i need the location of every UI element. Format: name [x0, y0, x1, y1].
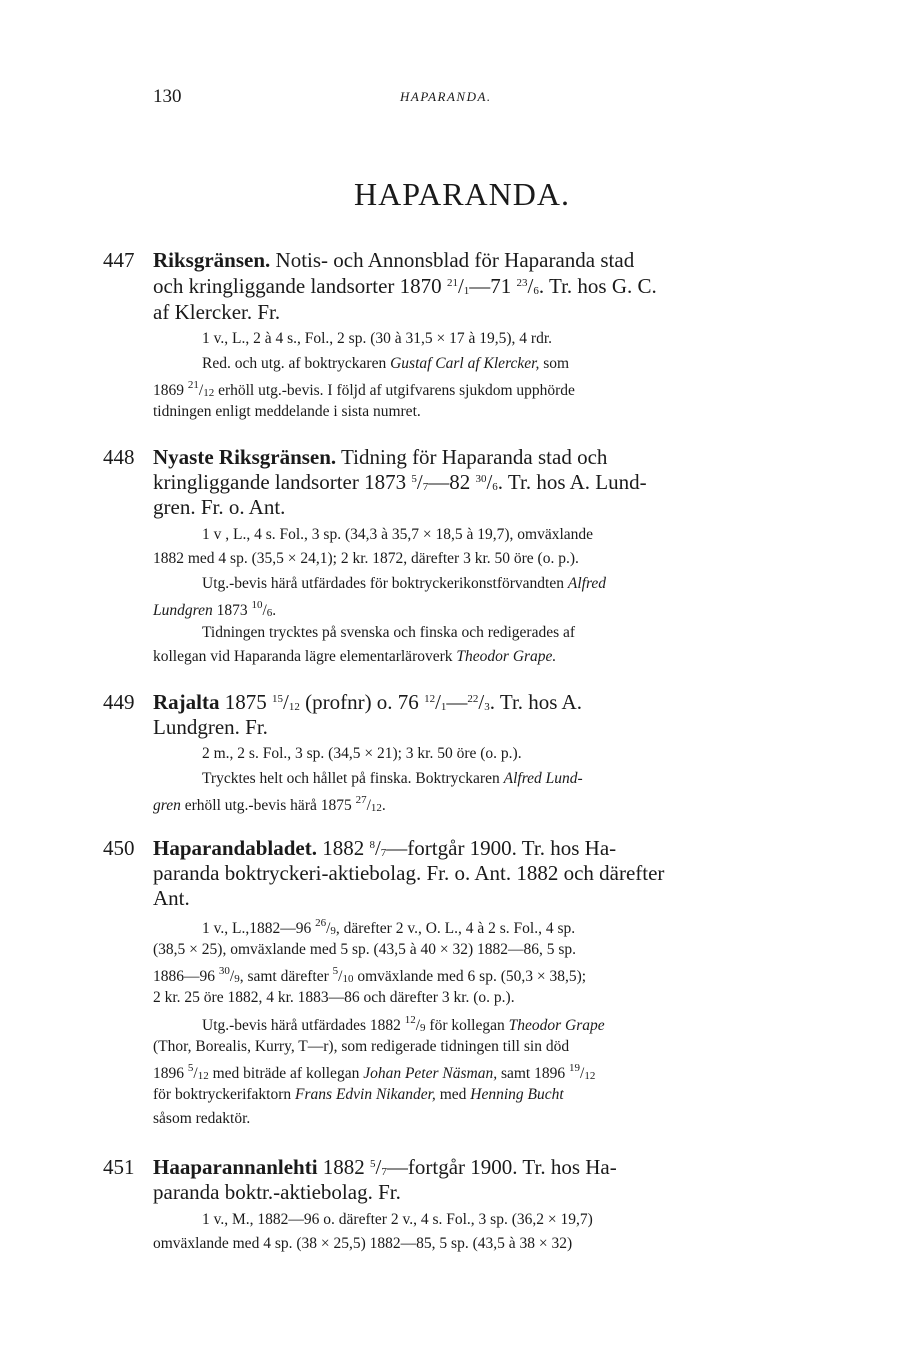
entry-name: Haparandabladet.: [153, 836, 317, 860]
entry-line: paranda boktryckeri-aktiebolag. Fr. o. Ant. 1882 och därefter: [153, 861, 665, 885]
entry-number: 448: [103, 445, 135, 469]
entry-line: kringliggande landsorter 1873 $^5$/7—82 $^{30}$/6. Tr. hos A. Lund-: [153, 470, 647, 494]
entry-detail: såsom redaktör.: [153, 1110, 251, 1127]
entry-line: Lundgren. Fr.: [153, 715, 268, 739]
entry-detail: omväxlande med 4 sp. (38 × 25,5) 1882—85, 5 sp. (43,5 à 38 × 32): [153, 1235, 573, 1252]
page-title: HAPARANDA.: [354, 176, 570, 212]
entry-detail: 1 v., L., 2 à 4 s., Fol., 2 sp. (30 à 31,5 × 17 à 19,5), 4 rdr.: [202, 330, 552, 347]
entry-detail: 1886—96 $^{30}$/9, samt därefter $^5$/10 omväxlande med 6 sp. (50,3 × 38,5);: [153, 965, 587, 985]
entry-detail: 1 v., L.,1882—96 $^{26}$/9, därefter 2 v., O. L., 4 à 2 s. Fol., 4 sp.: [202, 917, 576, 937]
page-header: [0, 86, 924, 110]
entry-detail: (38,5 × 25), omväxlande med 5 sp. (43,5 à 40 × 32) 1882—86, 5 sp.: [153, 941, 577, 958]
entry-detail: 1882 med 4 sp. (35,5 × 24,1); 2 kr. 1872, därefter 3 kr. 50 öre (o. p.).: [153, 550, 579, 567]
entry-name: Haaparannanlehti: [153, 1155, 318, 1179]
page-number: 130: [153, 86, 182, 107]
entry-detail: 2 kr. 25 öre 1882, 4 kr. 1883—86 och därefter 3 kr. (o. p.).: [153, 989, 515, 1006]
entry-number: 449: [103, 690, 135, 714]
entry-line: Riksgränsen. Notis- och Annonsblad för Haparanda stad: [153, 248, 635, 272]
entry-line: Rajalta 1875 $^{15}$/12 (profnr) o. 76 $^{12}$/1—$^{22}$/3. Tr. hos A.: [153, 690, 582, 714]
entry-detail: 1 v , L., 4 s. Fol., 3 sp. (34,3 à 35,7 × 18,5 à 19,7), omväxlande: [202, 526, 594, 543]
entry-detail: 1 v., M., 1882—96 o. därefter 2 v., 4 s. Fol., 3 sp. (36,2 × 19,7): [202, 1211, 593, 1228]
entry-line: Ant.: [153, 886, 190, 910]
entry-detail: för boktryckerifaktorn Frans Edvin Nikander, med Henning Bucht: [153, 1086, 564, 1103]
entry-name: Rajalta: [153, 690, 220, 714]
entry-detail: 1869 $^{21}$/12 erhöll utg.-bevis. I följd af utgifvarens sjukdom upphörde: [153, 379, 575, 399]
entry-number: 451: [103, 1155, 135, 1179]
entry-detail: gren erhöll utg.-bevis härå 1875 $^{27}$/12.: [153, 794, 386, 814]
entry-name: Riksgränsen.: [153, 248, 271, 272]
entry-line: af Klercker. Fr.: [153, 300, 281, 324]
entry-line: Nyaste Riksgränsen. Tidning för Haparanda stad och: [153, 445, 608, 469]
entry-detail: (Thor, Borealis, Kurry, T—r), som redigerade tidningen till sin död: [153, 1038, 570, 1055]
entry-line: och kringliggande landsorter 1870 $^{21}$/1—71 $^{23}$/6. Tr. hos G. C.: [153, 274, 657, 298]
entry-detail: Trycktes helt och hållet på finska. Boktryckaren Alfred Lund-: [202, 770, 583, 787]
entry-detail: Red. och utg. af boktryckaren Gustaf Carl af Klercker, som: [202, 355, 570, 372]
entry-detail: Utg.-bevis härå utfärdades för boktryckerikonstförvandten Alfred: [202, 575, 607, 592]
entry-detail: Utg.-bevis härå utfärdades 1882 $^{12}$/9 för kollegan Theodor Grape: [202, 1014, 605, 1034]
entry-detail: tidningen enligt meddelande i sista numret.: [153, 403, 421, 420]
entry-line: paranda boktr.-aktiebolag. Fr.: [153, 1180, 401, 1204]
entry-name: Nyaste Riksgränsen.: [153, 445, 337, 469]
entry-detail: Lundgren 1873 $^{10}$/6.: [153, 599, 277, 619]
entry-number: 447: [103, 248, 135, 272]
entry-line: gren. Fr. o. Ant.: [153, 495, 286, 519]
entry-line: Haparandabladet. 1882 $^8$/7—fortgår 1900. Tr. hos Ha-: [153, 836, 617, 860]
entry-detail: kollegan vid Haparanda lägre elementarläroverk Theodor Grape.: [153, 648, 557, 665]
entry-line: Haaparannanlehti 1882 $^5$/7—fortgår 1900. Tr. hos Ha-: [153, 1155, 617, 1179]
entry-detail: Tidningen trycktes på svenska och finska och redigerades af: [202, 624, 576, 641]
running-title: HAPARANDA.: [400, 89, 492, 104]
entry-detail: 2 m., 2 s. Fol., 3 sp. (34,5 × 21); 3 kr. 50 öre (o. p.).: [202, 745, 522, 762]
entry-number: 450: [103, 836, 135, 860]
entry-detail: 1896 $^5$/12 med biträde af kollegan Johan Peter Näsman, samt 1896 $^{19}$/12: [153, 1062, 596, 1082]
